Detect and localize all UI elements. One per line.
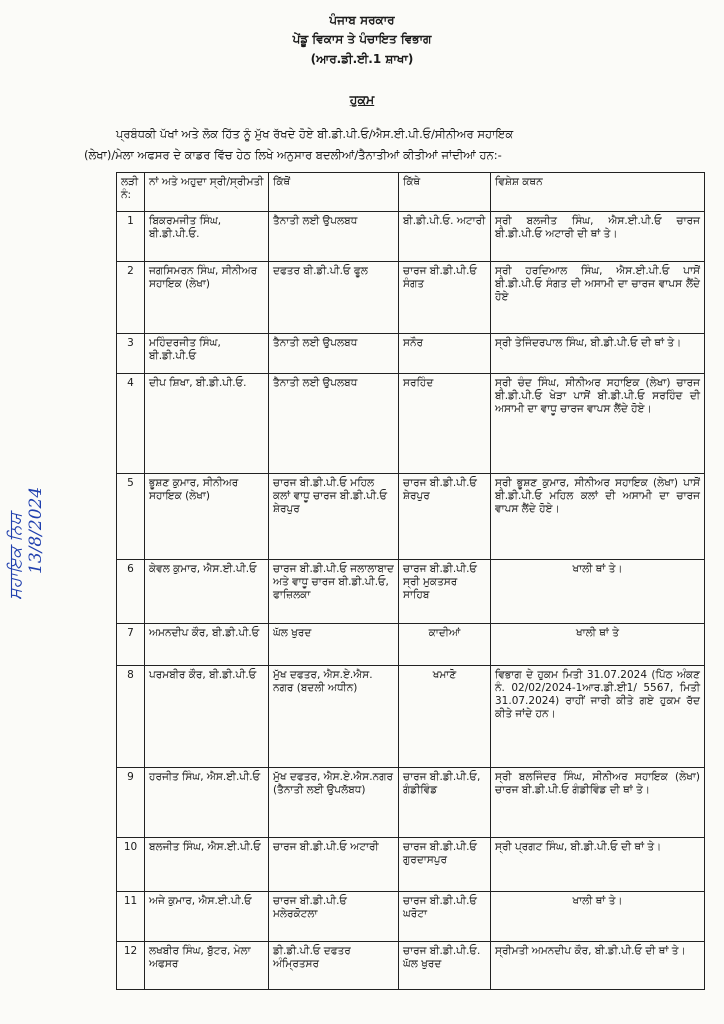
intro-line-2: (ਲੇਖਾ)/ਮੇਲਾ ਅਫਸਰ ਦੇ ਕਾਡਰ ਵਿੱਚ ਹੇਠ ਲਿਖੇ ਅਨੁਸਾਰ ਬਦਲੀਆਂ/ਤੈਨਾਤੀਆਂ ਕੀਤੀਆਂ ਜਾਂਦੀਆਂ ਹਨ:- — [84, 148, 502, 162]
cell-serial: 10 — [117, 838, 145, 892]
table-row — [117, 212, 705, 262]
cell-name: ਭੂਸ਼ਣ ਕੁਮਾਰ, ਸੀਨੀਅਰ ਸਹਾਇਕ (ਲੇਖਾ) — [145, 474, 269, 560]
table-row — [117, 374, 705, 474]
cell-remarks: ਸ੍ਰੀ ਭੂਸ਼ਣ ਕੁਮਾਰ, ਸੀਨੀਅਰ ਸਹਾਇਕ (ਲੇਖਾ) ਪਾਸੋਂ ਬੀ.ਡੀ.ਪੀ.ਓ ਮਹਿਲ ਕਲਾਂ ਦੀ ਅਸਾਮੀ ਦਾ ਚਾਰਜ ਵਾਪਸ ਲੈਂਦੇ ਹੋਏ। — [491, 474, 705, 560]
cell-remarks: ਖਾਲੀ ਥਾਂ ਤੇ। — [491, 560, 705, 624]
intro-line-1: ਪ੍ਰਬੰਧਕੀ ਪੱਖਾਂ ਅਤੇ ਲੋਕ ਹਿੱਤ ਨੂੰ ਮੁੱਖ ਰੱਖਦੇ ਹੋਏ ਬੀ.ਡੀ.ਪੀ.ਓ/ਐਸ.ਈ.ਪੀ.ਓ/ਸੀਨੀਅਰ ਸਹਾਇਕ — [116, 127, 514, 141]
cell-remarks: ਸ੍ਰੀ ਹਰਦਿਆਲ ਸਿੰਘ, ਐਸ.ਈ.ਪੀ.ਓ ਪਾਸੋਂ ਬੀ.ਡੀ.ਪੀ.ਓ ਸੰਗਤ ਦੀ ਅਸਾਮੀ ਦਾ ਚਾਰਜ ਵਾਪਸ ਲੈਂਦੇ ਹੋਏ — [491, 262, 705, 334]
cell-name: ਕੇਵਲ ਕੁਮਾਰ, ਐਸ.ਈ.ਪੀ.ਓ — [145, 560, 269, 624]
cell-name: ਬਲਜੀਤ ਸਿੰਘ, ਐਸ.ਈ.ਪੀ.ਓ — [145, 838, 269, 892]
table-row — [117, 262, 705, 334]
cell-from: ਤੈਨਾਤੀ ਲਈ ਉਪਲਬਧ — [269, 212, 399, 262]
cell-remarks: ਸ੍ਰੀ ਤੇਜਿੰਦਰਪਾਲ ਸਿੰਘ, ਬੀ.ਡੀ.ਪੀ.ਓ ਦੀ ਥਾਂ ਤੇ। — [491, 334, 705, 374]
cell-to: ਕਾਦੀਆਂ — [399, 624, 491, 666]
cell-to: ਚਾਰਜ ਬੀ.ਡੀ.ਪੀ.ਓ ਸੰਗਤ — [399, 262, 491, 334]
cell-to: ਚਾਰਜ ਬੀ.ਡੀ.ਪੀ.ਓ ਸ੍ਰੀ ਮੁਕਤਸਰ ਸਾਹਿਬ — [399, 560, 491, 624]
table-row — [117, 892, 705, 942]
table-row — [117, 666, 705, 768]
cell-serial: 5 — [117, 474, 145, 560]
cell-serial: 8 — [117, 666, 145, 768]
cell-serial: 12 — [117, 942, 145, 990]
cell-from: ਚਾਰਜ ਬੀ.ਡੀ.ਪੀ.ਓ ਮਲੇਰਕੋਟਲਾ — [269, 892, 399, 942]
signature-text: ਸਹਾਇਕ ਨਿਯ — [6, 513, 26, 600]
cell-name: ਮਹਿੰਦਰਜੀਤ ਸਿੰਘ, ਬੀ.ਡੀ.ਪੀ.ਓ — [145, 334, 269, 374]
cell-from: ਚਾਰਜ ਬੀ.ਡੀ.ਪੀ.ਓ ਮਹਿਲ ਕਲਾਂ ਵਾਧੂ ਚਾਰਜ ਬੀ.ਡੀ.ਪੀ.ਓ ਸ਼ੇਰਪੁਰ — [269, 474, 399, 560]
table-row — [117, 474, 705, 560]
cell-remarks: ਖਾਲੀ ਥਾਂ ਤੇ। — [491, 892, 705, 942]
cell-serial: 3 — [117, 334, 145, 374]
cell-from: ਦਫਤਰ ਬੀ.ਡੀ.ਪੀ.ਓ ਫੂਲ — [269, 262, 399, 334]
cell-to: ਚਾਰਜ ਬੀ.ਡੀ.ਪੀ.ਓ, ਗੰਡੀਵਿੰਡ — [399, 768, 491, 838]
handwritten-signature — [6, 470, 96, 600]
table-row — [117, 560, 705, 624]
cell-to: ਬੀ.ਡੀ.ਪੀ.ਓ. ਅਟਾਰੀ — [399, 212, 491, 262]
cell-name: ਜਗਸਿਮਰਨ ਸਿੰਘ, ਸੀਨੀਅਰ ਸਹਾਇਕ (ਲੇਖਾ) — [145, 262, 269, 334]
table-row — [117, 942, 705, 990]
cell-serial: 11 — [117, 892, 145, 942]
cell-name: ਦੀਪ ਸ਼ਿਖਾ, ਬੀ.ਡੀ.ਪੀ.ਓ. — [145, 374, 269, 474]
cell-from: ਮੁੱਖ ਦਫਤਰ, ਐਸ.ਏ.ਐਸ. ਨਗਰ (ਬਦਲੀ ਅਧੀਨ) — [269, 666, 399, 768]
cell-name: ਹਰਜੀਤ ਸਿੰਘ, ਐਸ.ਈ.ਪੀ.ਓ — [145, 768, 269, 838]
cell-to: ਖਮਾਣੋ — [399, 666, 491, 768]
cell-name: ਲਖਬੀਰ ਸਿੰਘ, ਬੁੱਟਰ, ਮੇਲਾ ਅਫਸਰ — [145, 942, 269, 990]
cell-to: ਸਰਹਿੰਦ — [399, 374, 491, 474]
cell-remarks: ਸ੍ਰੀ ਬਲਜੀਤ ਸਿੰਘ, ਐਸ.ਈ.ਪੀ.ਓ ਚਾਰਜ ਬੀ.ਡੀ.ਪੀ.ਓ ਅਟਾਰੀ ਦੀ ਥਾਂ ਤੇ। — [491, 212, 705, 262]
cell-serial: 7 — [117, 624, 145, 666]
cell-remarks: ਸ੍ਰੀ ਚੰਦ ਸਿੰਘ, ਸੀਨੀਅਰ ਸਹਾਇਕ (ਲੇਖਾ) ਚਾਰਜ ਬੀ.ਡੀ.ਪੀ.ਓ ਖੇੜਾ ਪਾਸੋਂ ਬੀ.ਡੀ.ਪੀ.ਓ ਸਰਹਿੰਦ ਦੀ ਅਸਾਮੀ ਦਾ ਵਾਧੂ ਚਾਰਜ ਵਾਪਸ ਲੈਂਦੇ ਹੋਏ। — [491, 374, 705, 474]
header-department: ਪੇਂਡੂ ਵਿਕਾਸ ਤੇ ਪੰਚਾਇਤ ਵਿਭਾਗ — [292, 32, 432, 46]
cell-from: ਤੈਨਾਤੀ ਲਈ ਉਪਲਬਧ — [269, 374, 399, 474]
cell-from: ਚਾਰਜ ਬੀ.ਡੀ.ਪੀ.ਓ ਅਟਾਰੀ — [269, 838, 399, 892]
cell-name: ਅਮਨਦੀਪ ਕੌਰ, ਬੀ.ਡੀ.ਪੀ.ਓ — [145, 624, 269, 666]
header-govt: ਪੰਜਾਬ ਸਰਕਾਰ — [329, 13, 395, 27]
cell-to: ਚਾਰਜ ਬੀ.ਡੀ.ਪੀ.ਓ ਸ਼ੇਰਪੁਰ — [399, 474, 491, 560]
cell-remarks: ਸ੍ਰੀਮਤੀ ਅਮਨਦੀਪ ਕੌਰ, ਬੀ.ਡੀ.ਪੀ.ਓ ਦੀ ਥਾਂ ਤੇ। — [491, 942, 705, 990]
cell-serial: 1 — [117, 212, 145, 262]
cell-remarks: ਸ੍ਰੀ ਪ੍ਰਗਟ ਸਿੰਘ, ਬੀ.ਡੀ.ਪੀ.ਓ ਦੀ ਥਾਂ ਤੇ। — [491, 838, 705, 892]
order-title: ਹੁਕਮ — [349, 92, 375, 107]
cell-from: ਚਾਰਜ ਬੀ.ਡੀ.ਪੀ.ਓ ਜਲਾਲਾਬਾਦ ਅਤੇ ਵਾਧੂ ਚਾਰਜ ਬੀ.ਡੀ.ਪੀ.ਓ, ਫਾਜ਼ਿਲਕਾ — [269, 560, 399, 624]
cell-serial: 9 — [117, 768, 145, 838]
cell-remarks: ਖਾਲੀ ਥਾਂ ਤੇ — [491, 624, 705, 666]
header-to: ਕਿੱਥੇ — [399, 173, 491, 212]
header-serial: ਲੜੀ ਨੰ: — [117, 173, 145, 212]
cell-serial: 2 — [117, 262, 145, 334]
cell-from: ਡੀ.ਡੀ.ਪੀ.ਓ ਦਫਤਰ ਅੰਮ੍ਰਿਤਸਰ — [269, 942, 399, 990]
cell-from: ਮੁੱਖ ਦਫਤਰ, ਐਸ.ਏ.ਐਸ.ਨਗਰ (ਤੈਨਾਤੀ ਲਈ ਉਪਲੱਬਧ) — [269, 768, 399, 838]
cell-name: ਬਿਕਰਮਜੀਤ ਸਿੰਘ, ਬੀ.ਡੀ.ਪੀ.ਓ. — [145, 212, 269, 262]
header-from: ਕਿੱਥੋਂ — [269, 173, 399, 212]
header-remarks: ਵਿਸ਼ੇਸ਼ ਕਥਨ — [491, 173, 705, 212]
cell-to: ਚਾਰਜ ਬੀ.ਡੀ.ਪੀ.ਓ. ਘੱਲ ਖੁਰਦ — [399, 942, 491, 990]
cell-to: ਸਨੌਰ — [399, 334, 491, 374]
table-row — [117, 334, 705, 374]
cell-serial: 6 — [117, 560, 145, 624]
cell-remarks: ਸ੍ਰੀ ਬਲਜਿੰਦਰ ਸਿੰਘ, ਸੀਨੀਅਰ ਸਹਾਇਕ (ਲੇਖਾ) ਚਾਰਜ ਬੀ.ਡੀ.ਪੀ.ਓ ਗੰਡੀਵਿੰਡ ਦੀ ਥਾਂ ਤੇ। — [491, 768, 705, 838]
cell-remarks: ਵਿਭਾਗ ਦੇ ਹੁਕਮ ਮਿਤੀ 31.07.2024 (ਪਿੱਠ ਅੰਕਣ ਨੰ. 02/02/2024-1ਆਰ.ਡੀ.ਈ1/ 5567, ਮਿਤੀ 31.07.2024) ਰਾਹੀਂ ਜਾਰੀ ਕੀਤੇ ਗਏ ਹੁਕਮ ਰੱਦ ਕੀਤੇ ਜਾਂਦੇ ਹਨ। — [491, 666, 705, 768]
signature-date: 13/8/2024 — [26, 486, 46, 574]
cell-to: ਚਾਰਜ ਬੀ.ਡੀ.ਪੀ.ਓ ਗੁਰਦਾਸਪੁਰ — [399, 838, 491, 892]
header-branch: (ਆਰ.ਡੀ.ਈ.1 ਸ਼ਾਖਾ) — [310, 52, 414, 66]
orders-table — [116, 172, 705, 990]
table-row — [117, 768, 705, 838]
table-header-row — [117, 173, 705, 212]
cell-serial: 4 — [117, 374, 145, 474]
header-name: ਨਾਂ ਅਤੇ ਅਹੁਦਾ ਸ੍ਰੀ/ਸ੍ਰੀਮਤੀ — [145, 173, 269, 212]
cell-to: ਚਾਰਜ ਬੀ.ਡੀ.ਪੀ.ਓ ਘਰੋਟਾ — [399, 892, 491, 942]
cell-from: ਘੱਲ ਖੁਰਦ — [269, 624, 399, 666]
cell-from: ਤੈਨਾਤੀ ਲਈ ਉਪਲਬਧ — [269, 334, 399, 374]
table-row — [117, 838, 705, 892]
table-row — [117, 624, 705, 666]
cell-name: ਅਜੇ ਕੁਮਾਰ, ਐਸ.ਈ.ਪੀ.ਓ — [145, 892, 269, 942]
cell-name: ਪਰਮਬੀਰ ਕੌਰ, ਬੀ.ਡੀ.ਪੀ.ਓ — [145, 666, 269, 768]
